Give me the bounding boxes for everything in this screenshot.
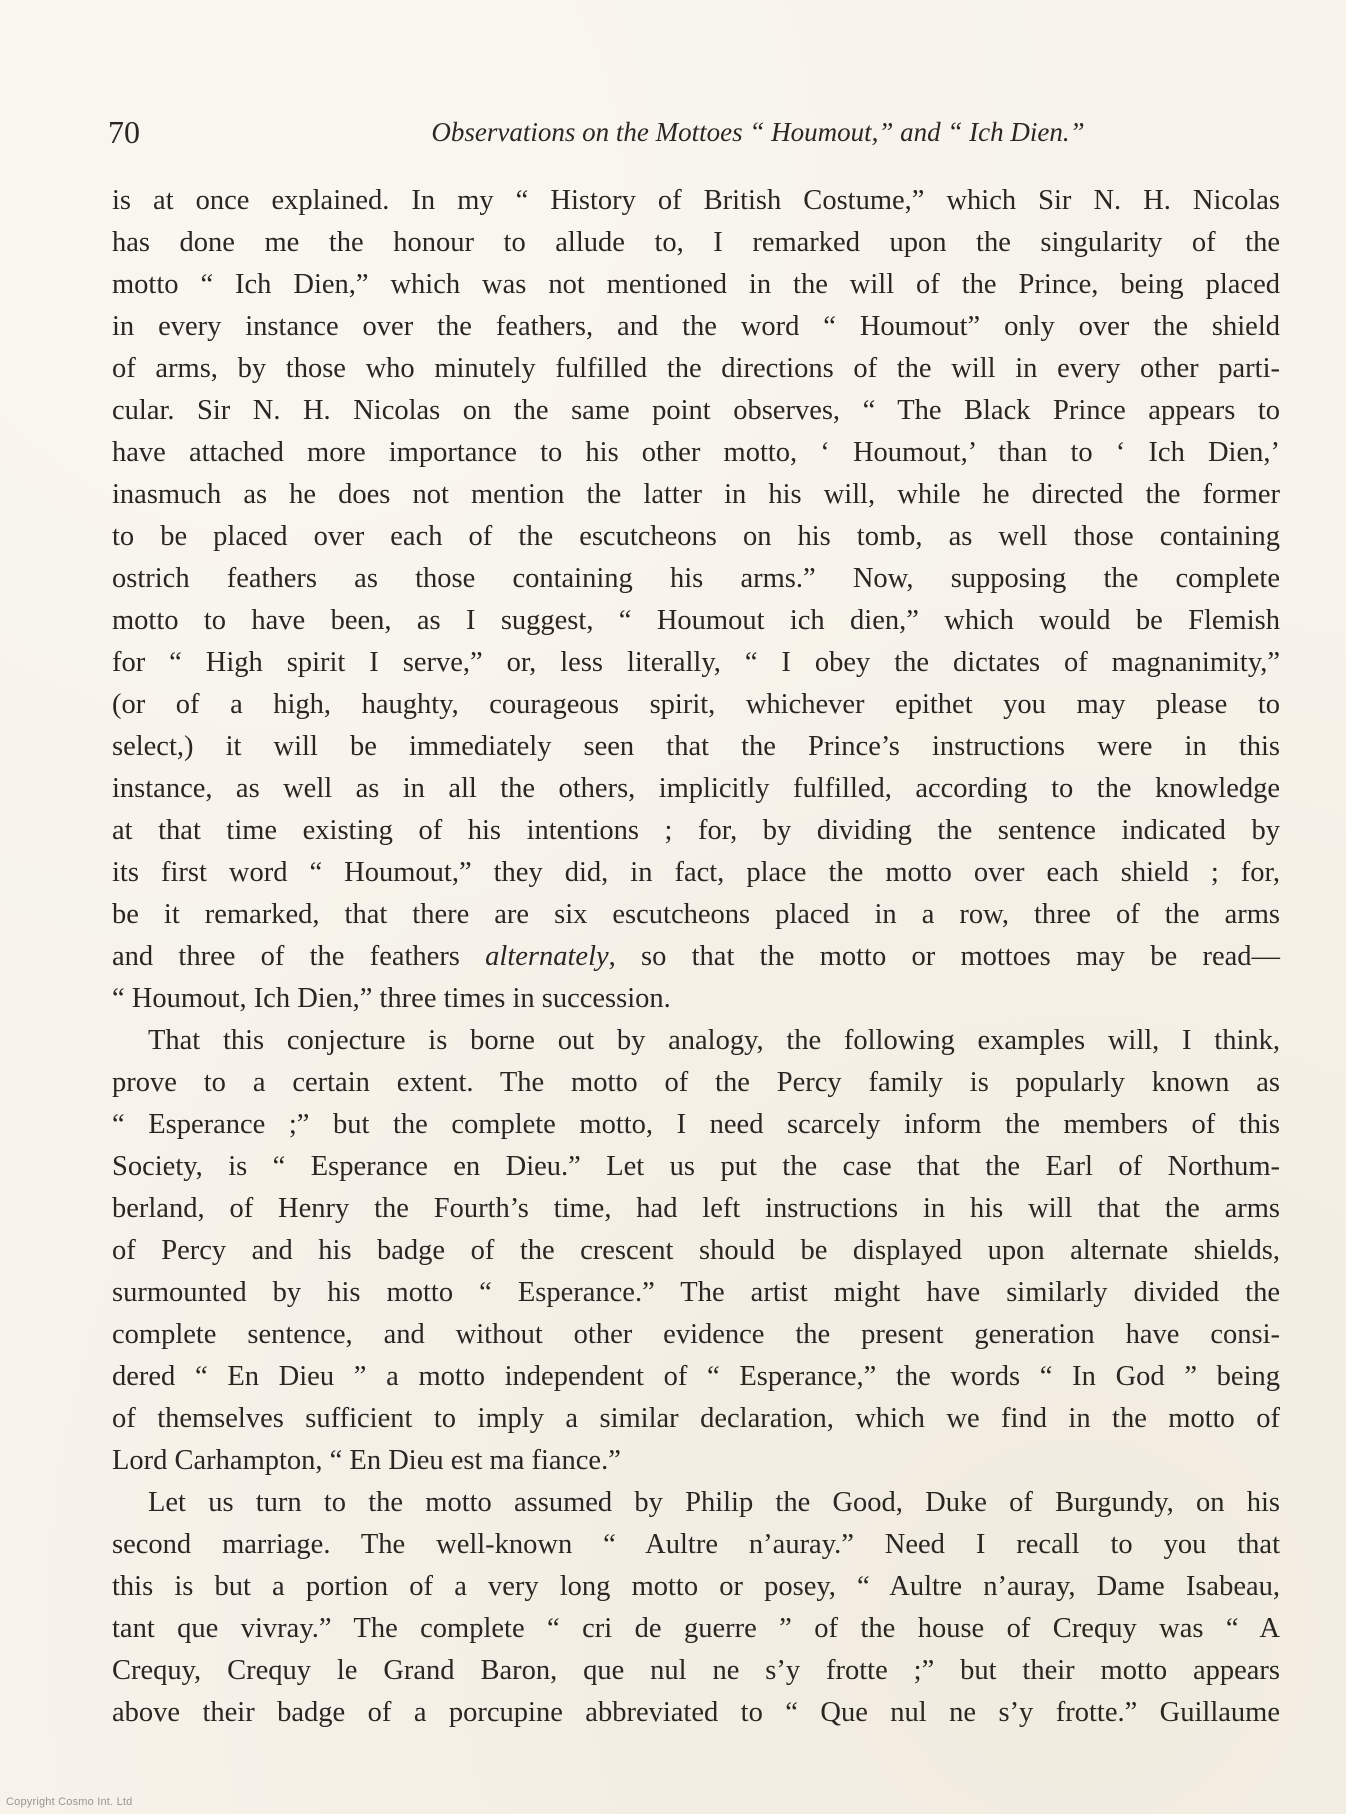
text-line: above their badge of a porcupine abbreviated to “ Que nul ne s’y frotte.” Guillaume [112, 1697, 1280, 1728]
text-line: for “ High spirit I serve,” or, less literally, “ I obey the dictates of magnanimity,” [112, 647, 1280, 678]
paragraph-1 [112, 180, 1280, 1020]
text-line: of themselves sufficient to imply a similar declaration, which we find in the motto of [112, 1403, 1280, 1434]
paragraph-2 [112, 1020, 1280, 1482]
text-line-with-italic [112, 936, 1280, 978]
text-line: select,) it will be immediately seen that the Prince’s instructions were in this [112, 731, 1280, 762]
italic-word: alternately [485, 941, 609, 972]
text-line: its first word “ Houmout,” they did, in fact, place the motto over each shield ; for, [112, 857, 1280, 888]
text-line: tant que vivray.” The complete “ cri de guerre ” of the house of Crequy was “ A [112, 1613, 1280, 1644]
page-number: 70 [108, 114, 140, 150]
text-line: instance, as well as in all the others, implicitly fulfilled, according to the knowledge [112, 773, 1280, 804]
text-line: Let us turn to the motto assumed by Philip the Good, Duke of Burgundy, on his [148, 1487, 1280, 1518]
text-line: inasmuch as he does not mention the latter in his will, while he directed the former [112, 479, 1280, 510]
text-line: Lord Carhampton, “ En Dieu est ma fiance.” [112, 1445, 621, 1476]
text-line: Crequy, Crequy le Grand Baron, que nul ne s’y frotte ;” but their motto appears [112, 1655, 1280, 1686]
text-line: in every instance over the feathers, and the word “ Houmout” only over the shield [112, 311, 1280, 342]
text-line: “ Houmout, Ich Dien,” three times in succession. [112, 983, 671, 1014]
text-line: ostrich feathers as those containing his arms.” Now, supposing the complete [112, 563, 1280, 594]
text-line: berland, of Henry the Fourth’s time, had left instructions in his will that the arms [112, 1193, 1280, 1224]
body-text [112, 180, 1280, 1734]
text-fragment: and three of the feathers [112, 941, 486, 972]
text-line: motto to have been, as I suggest, “ Houmout ich dien,” which would be Flemish [112, 605, 1280, 636]
text-line: surmounted by his motto “ Esperance.” The artist might have similarly divided the [112, 1277, 1280, 1308]
text-line: of Percy and his badge of the crescent should be displayed upon alternate shields, [112, 1235, 1280, 1266]
text-line: is at once explained. In my “ History of British Costume,” which Sir N. H. Nicolas [112, 185, 1280, 216]
text-line: cular. Sir N. H. Nicolas on the same point observes, “ The Black Prince appears to [112, 395, 1280, 426]
text-line: “ Esperance ;” but the complete motto, I need scarcely inform the members of this [112, 1109, 1280, 1140]
text-line: prove to a certain extent. The motto of the Percy family is popularly known as [112, 1067, 1280, 1098]
text-line: at that time existing of his intentions ; for, by dividing the sentence indicated by [112, 815, 1280, 846]
text-line: complete sentence, and without other evidence the present generation have consi- [112, 1319, 1280, 1350]
copyright-watermark: Copyright Cosmo Int. Ltd [6, 1796, 133, 1808]
text-line: this is but a portion of a very long motto or posey, “ Aultre n’auray, Dame Isabeau, [112, 1571, 1280, 1602]
running-title: Observations on the Mottoes “ Houmout,” and “ Ich Dien.” [431, 117, 1085, 147]
text-line: That this conjecture is borne out by analogy, the following examples will, I think, [148, 1025, 1280, 1056]
text-line: of arms, by those who minutely fulfilled the directions of the will in every other parti- [112, 353, 1280, 384]
text-line: second marriage. The well-known “ Aultre n’auray.” Need I recall to you that [112, 1529, 1280, 1560]
text-line: has done me the honour to allude to, I remarked upon the singularity of the [112, 227, 1280, 258]
text-line: have attached more importance to his other motto, ‘ Houmout,’ than to ‘ Ich Dien,’ [112, 437, 1280, 468]
text-line: motto “ Ich Dien,” which was not mentioned in the will of the Prince, being placed [112, 269, 1280, 300]
text-line: to be placed over each of the escutcheons on his tomb, as well those containing [112, 521, 1280, 552]
text-line: be it remarked, that there are six escutcheons placed in a row, three of the arms [112, 899, 1280, 930]
text-fragment: , so that the motto or mottoes may be read— [608, 941, 1280, 972]
page-header [108, 112, 1278, 160]
text-line: (or of a high, haughty, courageous spirit, whichever epithet you may please to [112, 689, 1280, 720]
text-line: Society, is “ Esperance en Dieu.” Let us put the case that the Earl of Northum- [112, 1151, 1280, 1182]
text-line: dered “ En Dieu ” a motto independent of “ Esperance,” the words “ In God ” being [112, 1361, 1280, 1392]
paragraph-3 [112, 1482, 1280, 1734]
